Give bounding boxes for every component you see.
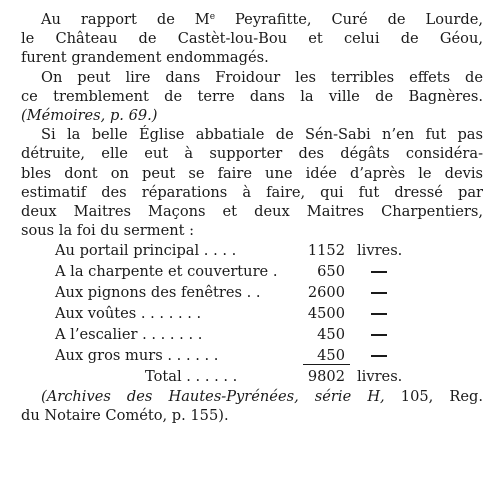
ditto-dash	[371, 355, 387, 357]
estimate-row-label: Aux gros murs . . . . . .	[55, 347, 219, 365]
estimate-row-value: 450	[317, 326, 345, 344]
estimate-row-label: Au portail principal . . . .	[55, 242, 237, 260]
ditto-dash	[371, 313, 387, 315]
estimate-row-label: Aux voûtes . . . . . . .	[55, 305, 202, 323]
paragraph-3-line-3: bles dont on peut se faire une idée d’après le devis	[21, 164, 483, 182]
ditto-dash	[371, 292, 387, 294]
estimate-table	[55, 240, 445, 387]
estimate-row-value: 650	[317, 263, 345, 281]
estimate-row	[55, 282, 445, 303]
estimate-total-row	[55, 366, 445, 387]
superscript-e: e	[209, 12, 216, 22]
estimate-row-value: 2600	[307, 284, 345, 302]
paragraph-2-line-2: ce tremblement de terre dans la ville de Bagnères.	[21, 87, 483, 105]
paragraph-1-line-3: furent grandement endommagés.	[21, 49, 269, 67]
estimate-row-label: Aux pignons des fenêtres . .	[55, 284, 261, 302]
estimate-row-unit: livres.	[357, 242, 403, 260]
paragraph-3-line-6: sous la foi du serment :	[21, 222, 195, 240]
estimate-row	[55, 261, 445, 282]
estimate-row-value: 1152	[307, 242, 345, 260]
estimate-row-value: 450	[317, 347, 345, 365]
estimate-row-label: A l’escalier . . . . . . .	[55, 326, 203, 344]
sum-rule	[303, 364, 350, 365]
estimate-row-value: 4500	[307, 305, 345, 323]
paragraph-3-line-5: deux Maitres Maçons et deux Maitres Charpentiers,	[21, 202, 483, 220]
paragraph-2-line-1: On peut lire dans Froidour les terribles effets de	[41, 68, 483, 86]
paragraph-2-citation: (Mémoires, p. 69.)	[21, 106, 158, 124]
source-line-2: du Notaire Cométo, p. 155).	[21, 407, 229, 425]
paragraph-3-line-4: estimatif des réparations à faire, qui fut dressé par	[21, 183, 483, 201]
estimate-row-label: A la charpente et couverture .	[55, 263, 278, 281]
paragraph-1-line-1: Au rapport de Me Peyrafitte, Curé de Lourde,	[41, 11, 483, 28]
source-line-1: (Archives des Hautes-Pyrénées, série H, 105, Reg.	[41, 388, 483, 406]
paragraph-3-line-2: détruite, elle eut à supporter des dégâts considéra-	[21, 145, 483, 163]
ditto-dash	[371, 334, 387, 336]
paragraph-1-line-2: le Château de Castèt-lou-Bou et celui de Géou,	[21, 30, 483, 48]
estimate-total-unit: livres.	[357, 368, 403, 386]
estimate-total-label: Total . . . . . .	[145, 368, 238, 386]
estimate-row	[55, 345, 445, 366]
estimate-row	[55, 303, 445, 324]
estimate-row	[55, 324, 445, 345]
estimate-total-value: 9802	[307, 368, 345, 386]
paragraph-3-line-1: Si la belle Église abbatiale de Sén-Sabi n’en fut pas	[41, 126, 483, 144]
estimate-row	[55, 240, 445, 261]
ditto-dash	[371, 271, 387, 273]
document-page	[21, 10, 483, 426]
